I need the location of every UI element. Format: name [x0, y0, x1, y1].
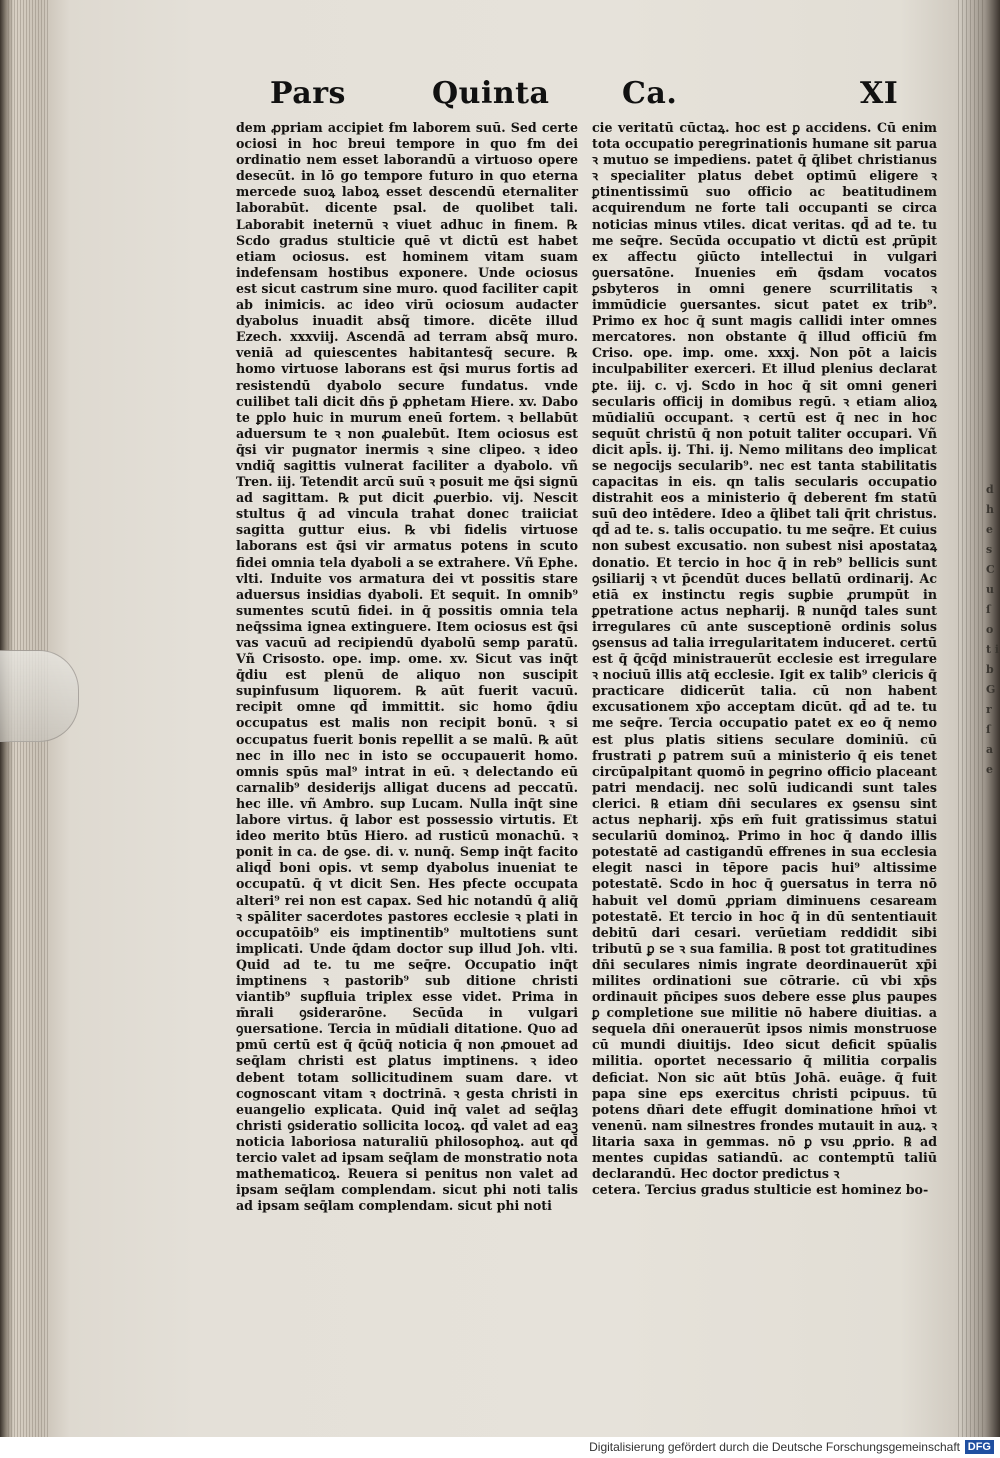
text-column-right-last-line: cetera. Tercius gradus stulticie est hominez bo-: [592, 1182, 929, 1198]
header-chapter-label: Ca.: [622, 76, 678, 111]
bookmark-tab: [0, 650, 79, 742]
text-column-left: dem ꝓpriam accipiet ẜm laborem suū. Sed certe ociosi in hoc breui tempore in quo ẜm dei ordinatio nem esset laborandū a virtuoso opere desecūt. in lō go tempore futuro in quo eterna mercede suoꝝ laboꝝ esset descendū eternaliter laborabūt. dicente psal. de quolibet tali. Laborabit ineternū ꝛ viuet adhuc in finem. ℞ Scdo gradus stulticie quē vt dictū est habet etiam ociosus. est hominem vitam suam indefensam hostibus exponere. Unde ociosus est sicut castrum sine muro. quod faciliter capit ab inimicis. ac ideo virū ociosum audacter dyabolus inuadit absq̃ timore. dicēte illud Ezech. xxxviij. Ascendā ad terram absq̃ muro. veniā ad quiescentes habitantesq̃ secure. ℞ homo virtuose laborans est q̄si murus fortis ad resistendū dyabolo secure fundatus. vnde cuilibet tali dicit dn̄s p̄ ꝓphetam Hiere. xv. Dabo te ꝑplo huic in murum eneū fortem. ꝛ bellabūt aduersum te ꝛ non ꝓualebūt. Item ociosus est q̄si vir pugnator inermis ꝛ sine clipeo. ꝛ ideo vndiq̃ sagittis vulnerat faciliter a dyabolo. vñ Tren. iij. Tetendit arcū suū ꝛ posuit me q̄si signū ad sagittam. ℞ put dicit ꝓuerbio. vij. Nescit stultus q̄ ad vincula trahat donec traiiciat sagitta guttur eius. ℞ vbi fidelis virtuose laborans est q̄si vir armatus potens in scuto fidei omnia tela dyaboli a se extrahere. Vñ Ephe. vlti. Induite vos armatura dei vt possitis stare aduersus insidias dyaboli. Et sequit. In omnib⁹ sumentes scutū fidei. in q̄ possitis omnia tela neq̄ssima ignea extinguere. Item ociosus est q̄si vas vacuū ad recipiendū dyabolū semp paratū. Vñ Crisosto. ope. imp. ome. xv. Sicut vas inq̄t q̄diu est plenū de aliquo non suscipit supinfusum liquorem. ℞ aūt fuerit vacuū. recipit omne qd̄ immittit. sic homo q̄diu occupatus est malis non recipit bonū. ꝛ si occupatus fuerit bonis repellit a se malū. ℞ aūt nec in illo nec in isto se occupauerit homo. omnis spūs mal⁹ intrat in eū. ꝛ delectando eū carnalib⁹ desiderijs alligat ducens ad peccatū. hec ille. vñ Ambro. sup Lucam. Nulla inq̄t sine labore virtus. q̄ labor est possessio virtutis. Et ideo merito btūs Hiero. ad rusticū monachū. ꝛ ponit in ca. de ꝯse. di. v. nunq̄. Semp inq̄t facito aliqd̄ boni opis. vt semp dyabolus inueniat te occupatū. q̄ vt dicit Sen. Hes pfecte occupata alteri⁹ rei non est capax. Sed hic notandū q̄ aliq̄ ꝛ spāliter sacerdotes pastores ecclesie ꝛ plati in occupatōib⁹ eis imptinentib⁹ multotiens sunt implicati. Unde q̄dam doctor sup illud Joh. vlti. Quid ad te. tu me seq̄re. Occupatio inq̄t imptinens ꝛ pastorib⁹ sub ditione christi viantib⁹ suꝑfluia triplex esse videt. Prima in m̄rali ꝯsiderarōne. Secūda in vulgari ꝯuersatione. Tercia in mūdiali ditatione. Quo ad pmū certū est q̄ q̄cūq̄ noticia q̄ non ꝓmouet ad seq̄lam christi est ꝑlatus imptinens. ꝛ ideo debent totam sollicitudinem suam dare. vt cognoscant vitam ꝛ doctrinā. ꝛ gesta christi in euangelio explicata. Quid inq̄ valet ad seq̄laꝫ christi ꝯsideratio sollicita locoꝝ. qd̄ valet ad eaꝫ noticia laboriosa naturaliū philosophoꝝ. aut qd̄ tercio valet ad ipsam seq̄lam de monstratio nota mathematicoꝝ. Reuera si penitus non valet ad ipsam seq̄lam complendam. sicut phi noti talis ad ipsam seq̄lam complendam. sicut phi noti: [236, 120, 578, 1214]
facing-page-bleed: d h e s C u ſ o t i b G r ſ a e: [986, 483, 1000, 776]
text-column-right: [592, 120, 937, 1198]
header-quinta: Quinta: [432, 76, 550, 111]
page-edges-right: [958, 0, 986, 1437]
footer-funding-text: Digitalisierung gefördert durch die Deutsche Forschungsgemeinschaft: [589, 1440, 960, 1454]
text-column-right-main: cie veritatū cūctaꝝ. hoc est ꝑ accidens. Cū enim tota occupatio peregrinationis humane sit parua ꝛ mutuo se impediens. patet q̄ q̄libet christianus ꝛ specialiter platus debet optimū eligere ꝛ ꝑtinentissimū suo officio ac beatitudinem acquirendum ne forte tali occupanti se circa noticias minus vtiles. dicat veritas. qd̄ ad te. tu me seq̄re. Secūda occupatio vt dictū est ꝓrūpit ex affectu ꝯiūcto intellectui in vulgari ꝯuersatōne. Inuenies em̄ q̄sdam vocatos ꝑsbyteros in omni genere scurrilitatis ꝛ immūdicie ꝯuersantes. sicut patet ex trib⁹. Primo ex hoc q̄ sunt magis callidi inter omnes mercatores. non obstante q̄ illud officiū ẜm Criso. ope. imp. ome. xxxj. Non pōt a laicis inculpabiliter exerceri. Et illud plenius declarat ꝑte. iij. c. vj. Scdo in hoc q̄ sit omni generi secularis officij in domibus regū. ꝛ etiam alioꝝ mūdialiū occupant. ꝛ certū est q̄ nec in hoc sequūt christū q̄ non potuit taliter occupari. Vñ dicit apl̄s. ij. Thi. ij. Nemo militans deo implicat se negocijs secularib⁹. nec est tanta stabilitatis capacitas in eis. qn talis secularis occupatio distrahit eos a ministerio q̄ deberent ẜm statū suū deo intēdere. Ideo a q̄libet tali q̄rit christus. qd̄ ad te. s. talis occupatio. tu me seq̄re. Et cuius non subest excusatio. non subest nisi apostataꝝ donatio. Et tercio in hoc q̄ in reb⁹ bellicis sunt ꝯsiliarij ꝛ vt p̄cendūt duces bellatū ordinarij. Ac etiā ex instinctu regis suꝑbie ꝓrumpūt in ꝑpetratione actus nepharij. ℞ nunq̄d tales sunt irregulares cū ante susceptionē ordinis solus ꝯsensus ad talia irregularitatem induceret. certū est q̄ q̄cq̄d ministrauerūt ecclesie est irregulare ꝛ nociuū illis atq̄ ecclesie. Igit ex talib⁹ clericis q̄ practicare didicerūt talia. cū non habent excusationem xp̄o acceptam dicūt. qd̄ ad te. tu me seq̄re. Tercia occupatio patet ex eo q̄ nemo est plus platis sitiens seculare dominiū. cū frustrati ꝑ patrem suū a ministerio q̄ eis tenet circūpalpitant quomō in ꝑegrino officio placeant patri mendacij. nec solū iudicandi sunt tales clerici. ℞ etiam dn̄i seculares ex ꝯsensu sint actus nepharij. xp̄s em̄ fuit gratissimus statui seculariū dominoꝝ. Primo in hoc q̄ dando illis potestatē ad castigandū effrenes in sua ecclesia elegit nasci in tēpore pacis hui⁹ altissime potestatē. Scdo in hoc q̄ ꝯuersatus in terra nō habuit vel domū ꝓpriam diminuens cesaream potestatē. Et tercio in hoc q̄ in dū sententiauit debitū dari cesari. verūetiam reddidit sibi tributū ꝑ se ꝛ sua familia. ℞ post tot gratitudines dn̄i seculares nimis ingrate deordinauerūt xp̄i milites ordinationi sue cōtrarie. cū vbi xp̄s ordinauit pn̄cipes suos debere esse ꝑlus paupes ꝑ completione sue militie nō habere diuitias. a sequela dn̄i onerauerūt ipsos nimis monstruose cū mundi diuitijs. Ideo sicut deficit spūalis militia. oportet necessario q̄ militia corpalis deficiat. Non sic aūt btūs Johā. euāge. q̄ fuit papa sine eps exercitus christi pcipuus. tū potens dn̄ari dete effugit dominatione hm̄oi vt venenū. nam silnestres frondes mutauit in auꝝ. ꝛ litaria saxa in gemmas. nō ꝑ vsu ꝓprio. ℞ ad mentes cupidas satiandū. ac contemptū taliū declarandū. Hec doctor predictus ꝛ: [592, 120, 937, 1182]
header-chapter-numeral: XI: [860, 76, 899, 111]
dfg-logo: DFG: [965, 1440, 994, 1454]
footer-bar: [0, 1437, 1000, 1458]
header-pars: Pars: [270, 76, 346, 111]
